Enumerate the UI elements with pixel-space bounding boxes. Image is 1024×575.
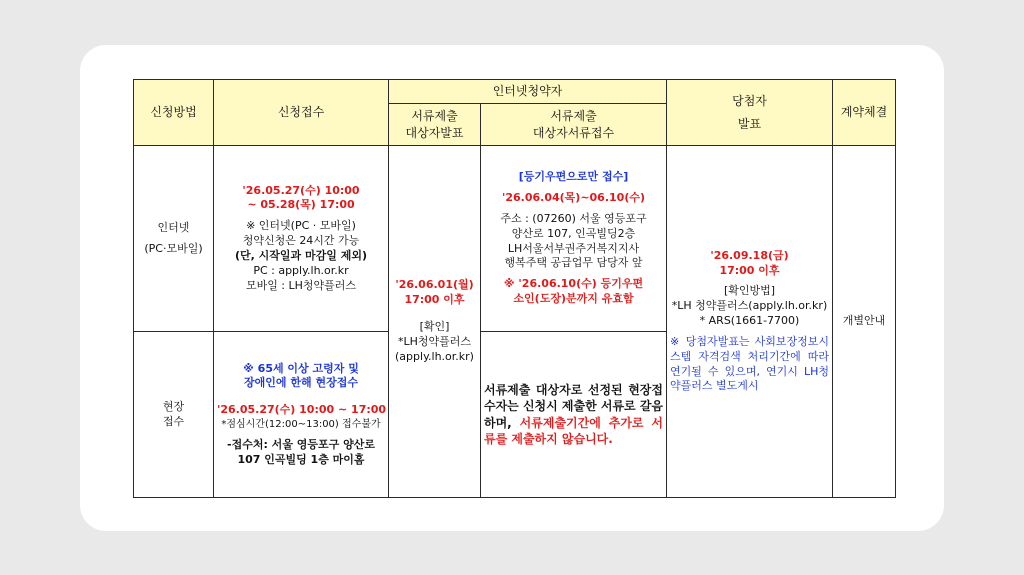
- onsite-doc-note-cell: 서류제출 대상자로 선정된 현장접수자는 신청시 제출한 서류로 갈음하며, 서류제출기간에 추가로 서류를 제출하지 않습니다.: [481, 332, 667, 498]
- header-winner: 당첨자 발표: [667, 80, 833, 146]
- application-schedule-table: [133, 79, 896, 498]
- header-doc-announce: 서류제출 대상자발표: [389, 104, 481, 146]
- contract-cell: 개별안내: [833, 146, 896, 498]
- onsite-receipt-cell: ※ 65세 이상 고령자 및 장애인에 한해 현장접수 '26.05.27(수) 10:00 ~ 17:00 *점심시간(12:00~13:00) 접수불가 -접수처: 서울 영등포구 양산로 107 인곡빌딩 1층 마이홈: [214, 332, 389, 498]
- method-internet: 인터넷 (PC·모바일): [134, 146, 214, 332]
- header-contract: 계약체결: [833, 80, 896, 146]
- internet-receipt-cell: '26.05.27(수) 10:00 ~ 05.28(목) 17:00 ※ 인터넷(PC · 모바일) 청약신청은 24시간 가능 (단, 시작일과 마감일 제외) PC : apply.lh.or.kr 모바일 : LH청약플러스: [214, 146, 389, 332]
- doc-announce-cell: '26.06.01(월) 17:00 이후 [확인] *LH청약플러스 (apply.lh.or.kr): [389, 146, 481, 498]
- header-receipt: 신청접수: [214, 80, 389, 146]
- method-onsite: 현장 접수: [134, 332, 214, 498]
- winner-notice: ※ 당첨자발표는 사회보장정보시스템 자격검색 처리기간에 따라 연기될 수 있으며, 연기시 LH청약플러스 별도게시: [670, 334, 829, 393]
- header-doc-receipt: 서류제출 대상자서류접수: [481, 104, 667, 146]
- header-internet-group: 인터넷청약자: [389, 80, 667, 104]
- winner-cell: '26.09.18(금) 17:00 이후 [확인방법] *LH 청약플러스(apply.lh.or.kr) * ARS(1661-7700) ※ 당첨자발표는 사회보장정보시스템 자격검색 처리기간에 따라 연기될 수 있으며, 연기시 LH청약플러스 별도게시: [667, 146, 833, 498]
- header-method: 신청방법: [134, 80, 214, 146]
- doc-receipt-cell: [등기우편으로만 접수] '26.06.04(목)~06.10(수) 주소 : (07260) 서울 영등포구 양산로 107, 인곡빌딩2층 LH서울서부권주거복지지사 행복주택 공급업무 담당자 앞 ※ '26.06.10(수) 등기우편 소인(도장)분까지 유효함: [481, 146, 667, 332]
